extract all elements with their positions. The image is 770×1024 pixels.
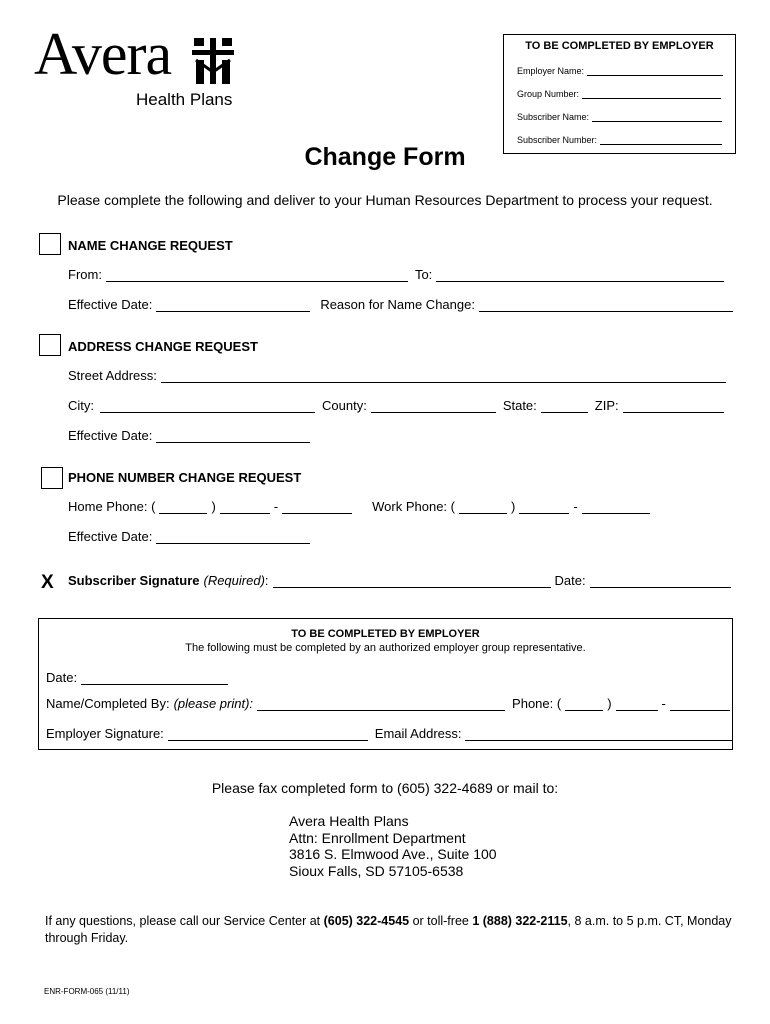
name-completed-label: Name/Completed By: <box>46 696 170 711</box>
employer-section-subtitle: The following must be completed by an authorized employer group representative. <box>185 642 586 654</box>
employer-signature-field[interactable] <box>168 728 368 741</box>
from-field[interactable] <box>106 269 408 282</box>
employer-name-field[interactable] <box>587 66 723 76</box>
group-number-field[interactable] <box>582 89 721 99</box>
logo-subtitle: Health Plans <box>136 90 233 109</box>
signature-date-label: Date: <box>554 573 586 588</box>
work-paren-close: ) <box>510 499 516 514</box>
subscriber-signature-field[interactable] <box>273 575 551 588</box>
employer-date-label: Date: <box>46 670 78 685</box>
street-row <box>68 368 726 383</box>
state-label: State: <box>502 398 537 413</box>
home-prefix-field[interactable] <box>220 501 270 514</box>
mailing-address <box>289 813 497 879</box>
employer-name-row <box>517 66 723 76</box>
county-label: County: <box>322 398 367 413</box>
address-change-label: ADDRESS CHANGE REQUEST <box>68 339 258 354</box>
signature-x-mark: X <box>41 572 54 593</box>
work-prefix-field[interactable] <box>519 501 569 514</box>
name-change-label: NAME CHANGE REQUEST <box>68 238 233 253</box>
group-number-row <box>517 89 721 99</box>
reason-label: Reason for Name Change: <box>320 297 475 312</box>
city-row <box>68 398 724 413</box>
name-from-to-row <box>68 267 724 282</box>
employer-name-label: Employer Name: <box>517 66 585 76</box>
name-effective-date-label: Effective Date: <box>68 297 153 312</box>
reason-field[interactable] <box>479 299 733 312</box>
phone-effective-date-field[interactable] <box>156 531 310 544</box>
name-effective-date-field[interactable] <box>156 299 310 312</box>
work-area-code-field[interactable] <box>459 501 507 514</box>
address-line: 3816 S. Elmwood Ave., Suite 100 <box>289 846 497 862</box>
footer-text: or toll-free <box>409 914 473 928</box>
city-field[interactable] <box>100 400 315 413</box>
phone-effective-date-label: Effective Date: <box>68 529 153 544</box>
name-completed-row <box>46 696 730 711</box>
employer-date-row <box>46 670 228 685</box>
zip-field[interactable] <box>623 400 724 413</box>
required-note: (Required) <box>203 573 265 588</box>
employer-info-box <box>503 34 736 154</box>
from-label: From: <box>68 267 102 282</box>
name-effective-row <box>68 297 733 312</box>
street-field[interactable] <box>161 370 726 383</box>
contact-footer <box>45 913 735 946</box>
subscriber-name-field[interactable] <box>592 112 722 122</box>
email-label: Email Address: <box>374 726 462 741</box>
footer-text: If any questions, please call our Service Center at <box>45 914 324 928</box>
employer-box-title: TO BE COMPLETED BY EMPLOYER <box>525 40 714 52</box>
employer-dash: - <box>661 696 666 711</box>
employer-prefix-field[interactable] <box>616 698 658 711</box>
address-effective-row <box>68 428 310 443</box>
employer-signature-row <box>46 726 733 741</box>
home-area-code-field[interactable] <box>159 501 207 514</box>
toll-free-phone: 1 (888) 322-2115 <box>472 914 568 928</box>
subscriber-name-row <box>517 112 722 122</box>
phone-row <box>68 499 650 514</box>
home-line-field[interactable] <box>282 501 352 514</box>
signature-colon: : <box>264 573 269 588</box>
employer-line-field[interactable] <box>670 698 730 711</box>
form-code: ENR-FORM-065 (11/11) <box>44 987 130 996</box>
intro-text: Please complete the following and deliver to your Human Resources Department to process your request. <box>57 192 713 208</box>
phone-change-label: PHONE NUMBER CHANGE REQUEST <box>68 470 302 485</box>
employer-signature-label: Employer Signature: <box>46 726 164 741</box>
employer-date-field[interactable] <box>81 672 228 685</box>
page-title: Change Form <box>304 143 466 171</box>
email-field[interactable] <box>465 728 733 741</box>
work-phone-label: Work Phone: ( <box>372 499 455 514</box>
to-field[interactable] <box>436 269 724 282</box>
state-field[interactable] <box>541 400 588 413</box>
address-line: Avera Health Plans <box>289 813 409 829</box>
county-field[interactable] <box>371 400 496 413</box>
employer-paren-close: ) <box>607 696 612 711</box>
employer-section-title: TO BE COMPLETED BY EMPLOYER <box>291 628 480 640</box>
avera-cross-icon <box>192 38 234 84</box>
name-completed-field[interactable] <box>257 698 505 711</box>
name-change-checkbox[interactable] <box>39 233 61 255</box>
address-line: Attn: Enrollment Department <box>289 829 466 846</box>
home-phone-label: Home Phone: ( <box>68 499 156 514</box>
employer-area-code-field[interactable] <box>565 698 603 711</box>
work-line-field[interactable] <box>582 501 650 514</box>
group-number-label: Group Number: <box>517 89 580 99</box>
home-dash: - <box>273 499 279 514</box>
street-label: Street Address: <box>68 368 157 383</box>
employer-section-box <box>38 618 733 750</box>
address-change-checkbox[interactable] <box>39 334 61 356</box>
zip-label: ZIP: <box>594 398 619 413</box>
service-center-phone: (605) 322-4545 <box>323 914 410 928</box>
home-paren-close: ) <box>211 499 216 514</box>
work-dash: - <box>573 499 578 514</box>
employer-phone-label: Phone: ( <box>512 696 562 711</box>
address-effective-date-label: Effective Date: <box>68 428 153 443</box>
signature-date-field[interactable] <box>590 575 731 588</box>
address-line: Sioux Falls, SD 57105-6538 <box>289 862 464 879</box>
address-effective-date-field[interactable] <box>156 430 310 443</box>
phone-effective-row <box>68 529 310 544</box>
logo-wordmark: Avera <box>34 21 172 87</box>
subscriber-name-label: Subscriber Name: <box>517 112 590 122</box>
subscriber-number-label: Subscriber Number: <box>517 135 598 145</box>
city-label: City: <box>68 398 94 413</box>
fax-instructions: Please fax completed form to (605) 322-4689 or mail to: <box>211 780 559 796</box>
signature-row <box>68 573 731 588</box>
to-label: To: <box>414 267 433 282</box>
please-print-note: (please print): <box>173 696 254 711</box>
footer-text: , 8 a.m. to 5 p.m. CT, Monday through Friday. <box>45 914 732 945</box>
phone-change-checkbox[interactable] <box>41 467 63 489</box>
subscriber-signature-label: Subscriber Signature <box>68 573 200 588</box>
